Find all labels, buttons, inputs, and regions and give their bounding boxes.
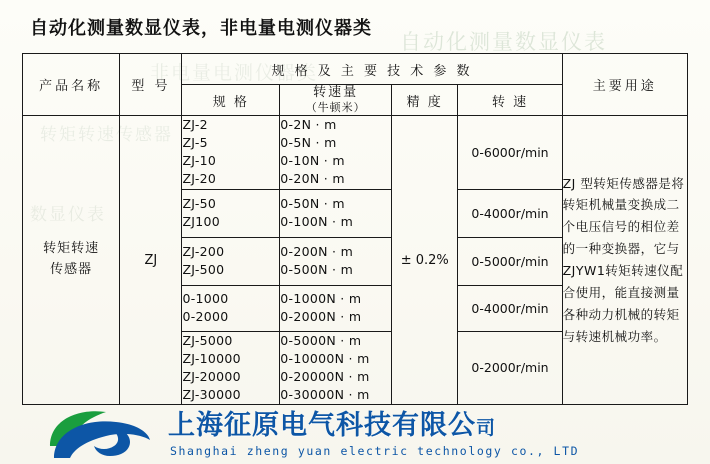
table-header-row-1 bbox=[23, 54, 688, 85]
cell-spec-row2 bbox=[182, 189, 280, 237]
spec-item: ZJ-20 bbox=[182, 171, 217, 187]
cell-model: ZJ bbox=[120, 116, 182, 405]
torque-item: 0-5N · m bbox=[280, 135, 337, 151]
ghost-watermark-2: 非电量电测仪器类 bbox=[150, 62, 319, 84]
company-name-en: Shanghai zheng yuan electric technology co., LTD bbox=[170, 444, 580, 458]
torque-item: 0-5000N · m bbox=[280, 332, 362, 348]
cell-speed-row1: 0-6000r/min bbox=[458, 116, 562, 190]
torque-item: 0-20000N · m bbox=[280, 368, 370, 384]
header-model: 型 号 bbox=[120, 54, 182, 116]
spec-item: ZJ-5 bbox=[182, 135, 208, 151]
company-name-cn-suffix: 司 bbox=[476, 417, 497, 439]
cell-spec-row1 bbox=[182, 116, 280, 190]
company-name-cn bbox=[168, 403, 496, 442]
product-name-line1: 转矩转速 bbox=[43, 241, 100, 257]
spec-item: ZJ-10 bbox=[182, 153, 217, 169]
spec-item: ZJ-500 bbox=[182, 262, 225, 277]
torque-item: 0-100N · m bbox=[280, 214, 354, 229]
cell-torque-row1 bbox=[280, 116, 392, 190]
header-torque-line2: （牛顿米） bbox=[305, 101, 366, 115]
header-speed: 转 速 bbox=[458, 85, 562, 116]
cell-speed-row3: 0-5000r/min bbox=[458, 237, 562, 285]
header-product-name: 产品名称 bbox=[23, 54, 120, 116]
specification-table bbox=[22, 53, 688, 405]
spec-item: ZJ-20000 bbox=[182, 368, 241, 384]
table-row bbox=[23, 116, 688, 190]
spec-item: ZJ100 bbox=[182, 214, 221, 229]
product-name-line2: 传感器 bbox=[50, 262, 93, 277]
header-main-usage: 主要用途 bbox=[562, 54, 687, 116]
spec-item: 0-2000 bbox=[182, 309, 229, 324]
header-torque bbox=[280, 85, 392, 116]
footer-logo-band bbox=[0, 406, 710, 464]
cell-spec-row5 bbox=[182, 331, 280, 405]
cell-torque-row2 bbox=[280, 189, 392, 237]
cell-spec-row3 bbox=[182, 237, 280, 285]
torque-item: 0-2N · m bbox=[280, 117, 337, 132]
spec-item: ZJ-30000 bbox=[182, 386, 241, 402]
spec-item: ZJ-200 bbox=[182, 243, 225, 259]
cell-speed-row2: 0-4000r/min bbox=[458, 189, 562, 237]
torque-item: 0-20N · m bbox=[280, 171, 345, 187]
company-name-cn-main: 上海征原电气科技有限公 bbox=[168, 410, 476, 441]
header-torque-line1: 转速量 bbox=[313, 85, 359, 100]
torque-item: 0-200N · m bbox=[280, 243, 354, 259]
header-spec-and-params: 规 格 及 主 要 技 术 参 数 bbox=[182, 54, 562, 85]
cell-speed-row5: 0-2000r/min bbox=[458, 331, 562, 405]
torque-item: 0-30000N · m bbox=[280, 386, 370, 402]
spec-item: ZJ-10000 bbox=[182, 350, 241, 366]
cell-torque-row3 bbox=[280, 237, 392, 285]
spec-item: 0-1000 bbox=[182, 290, 229, 306]
company-logo-icon bbox=[44, 406, 154, 462]
cell-accuracy: ± 0.2% bbox=[392, 116, 458, 405]
header-spec: 规 格 bbox=[182, 85, 280, 116]
torque-item: 0-10N · m bbox=[280, 153, 345, 169]
torque-item: 0-50N · m bbox=[280, 195, 345, 211]
cell-spec-row4 bbox=[182, 285, 280, 331]
torque-item: 0-1000N · m bbox=[280, 290, 362, 306]
torque-item: 0-2000N · m bbox=[280, 309, 362, 324]
cell-torque-row4 bbox=[280, 285, 392, 331]
header-accuracy: 精 度 bbox=[392, 85, 458, 116]
ghost-watermark-3: 转矩转速传感器 bbox=[40, 125, 173, 145]
ghost-watermark-4: 数显仪表 bbox=[30, 205, 106, 225]
spec-item: ZJ-5000 bbox=[182, 332, 233, 348]
cell-speed-row4: 0-4000r/min bbox=[458, 285, 562, 331]
spec-item: ZJ-2 bbox=[182, 117, 208, 132]
page-title: 自动化测量数显仪表，非电量电测仪器类 bbox=[30, 18, 372, 39]
torque-item: 0-500N · m bbox=[280, 262, 354, 277]
ghost-watermark-1: 自动化测量数显仪表 bbox=[400, 30, 607, 54]
cell-main-usage: ZJ 型转矩传感器是将转矩机械量变换成二个电压信号的相位差的一种变换器，它与ZJYW1转矩转速仪配合使用，能直接测量各种动力机械的转矩与转速机械功率。 bbox=[562, 116, 687, 405]
torque-item: 0-10000N · m bbox=[280, 350, 370, 366]
spec-item: ZJ-50 bbox=[182, 195, 217, 211]
cell-torque-row5 bbox=[280, 331, 392, 405]
cell-product-name bbox=[23, 116, 120, 405]
